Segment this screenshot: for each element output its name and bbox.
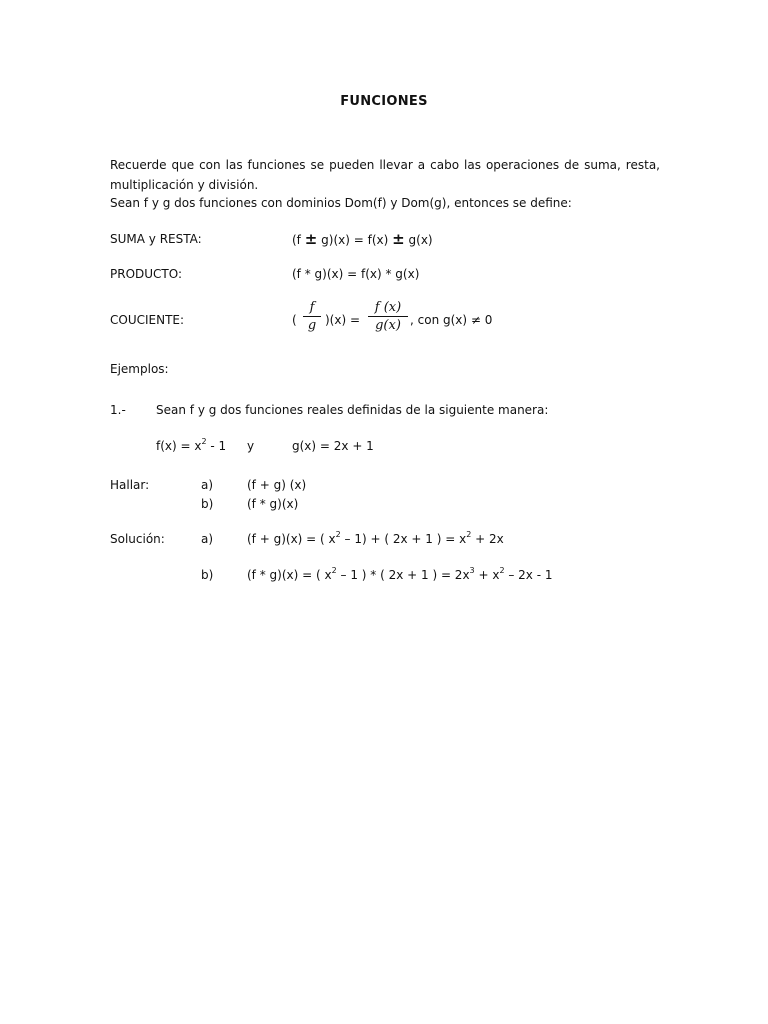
sol-b-part-3: + x [474,568,500,582]
hallar-b-label: b) [201,497,214,511]
intro-line-2: multiplicación y división. [110,178,259,192]
solucion-b-label: b) [201,568,214,582]
example-statement: Sean f y g dos funciones reales definidas de la siguiente manera: [156,403,549,417]
f-def-base: f(x) = x [156,439,202,453]
sol-a-exp-2: 2 [466,530,472,539]
f-def-exponent: 2 [201,437,207,446]
hallar-label: Hallar: [110,478,150,492]
fraction-bar-2 [368,316,408,317]
conjunction-y: y [247,439,255,453]
producto-formula: (f * g)(x) = f(x) * g(x) [292,267,420,281]
fraction-bar [303,316,321,317]
cociente-middle: )(x) = [325,313,361,327]
suma-resta-label: SUMA y RESTA: [110,232,202,246]
sol-b-part-2: – 1 ) * ( 2x + 1 ) = 2x [336,568,470,582]
page-title: FUNCIONES [340,94,428,109]
hallar-b-text: (f * g)(x) [247,497,299,511]
suma-resta-formula [292,231,433,248]
fraction-denominator-g: g [307,318,317,333]
cociente-open-paren: ( [292,313,297,327]
suma-part-a: (f [292,233,301,247]
g-definition: g(x) = 2x + 1 [292,439,374,453]
sol-b-exp-1: 2 [331,566,337,575]
hallar-a-label: a) [201,478,214,492]
sol-b-exp-2: 3 [469,566,475,575]
fraction-denominator-gx: g(x) [375,318,401,333]
plus-minus-symbol: ± [304,230,318,248]
sol-b-part-1: (f * g)(x) = ( x [247,568,332,582]
f-definition [156,438,226,454]
fraction-fx-over-gx [368,300,408,333]
solucion-b-text [247,567,553,583]
producto-label: PRODUCTO: [110,267,183,281]
solucion-label: Solución: [110,532,165,546]
sol-b-exp-3: 2 [499,566,505,575]
hallar-a-text: (f + g) (x) [247,478,307,492]
examples-heading: Ejemplos: [110,362,169,376]
f-def-rest: - 1 [206,439,227,453]
cociente-condition: , con g(x) ≠ 0 [410,313,493,327]
suma-part-c: g(x) [408,233,433,247]
sol-b-part-4: – 2x - 1 [504,568,553,582]
solucion-a-text [247,531,504,547]
fraction-f-over-g [303,300,321,333]
intro-line-1: Recuerde que con las funciones se pueden llevar a cabo las operaciones de suma, resta, [110,158,660,172]
plus-minus-symbol-2: ± [392,230,405,248]
suma-part-b: g)(x) = f(x) [321,233,389,247]
sol-a-part-1: (f + g)(x) = ( x [247,532,336,546]
sol-a-part-3: + 2x [471,532,504,546]
example-number: 1.- [110,403,126,417]
sol-a-exp-1: 2 [335,530,341,539]
cociente-label: COUCIENTE: [110,313,185,327]
solucion-a-label: a) [201,532,214,546]
fraction-numerator-f: f [309,300,315,315]
sol-a-part-2: – 1) + ( 2x + 1 ) = x [340,532,467,546]
fraction-numerator-fx: f (x) [374,300,402,315]
intro-line-3: Sean f y g dos funciones con dominios Dom(f) y Dom(g), entonces se define: [110,196,572,210]
